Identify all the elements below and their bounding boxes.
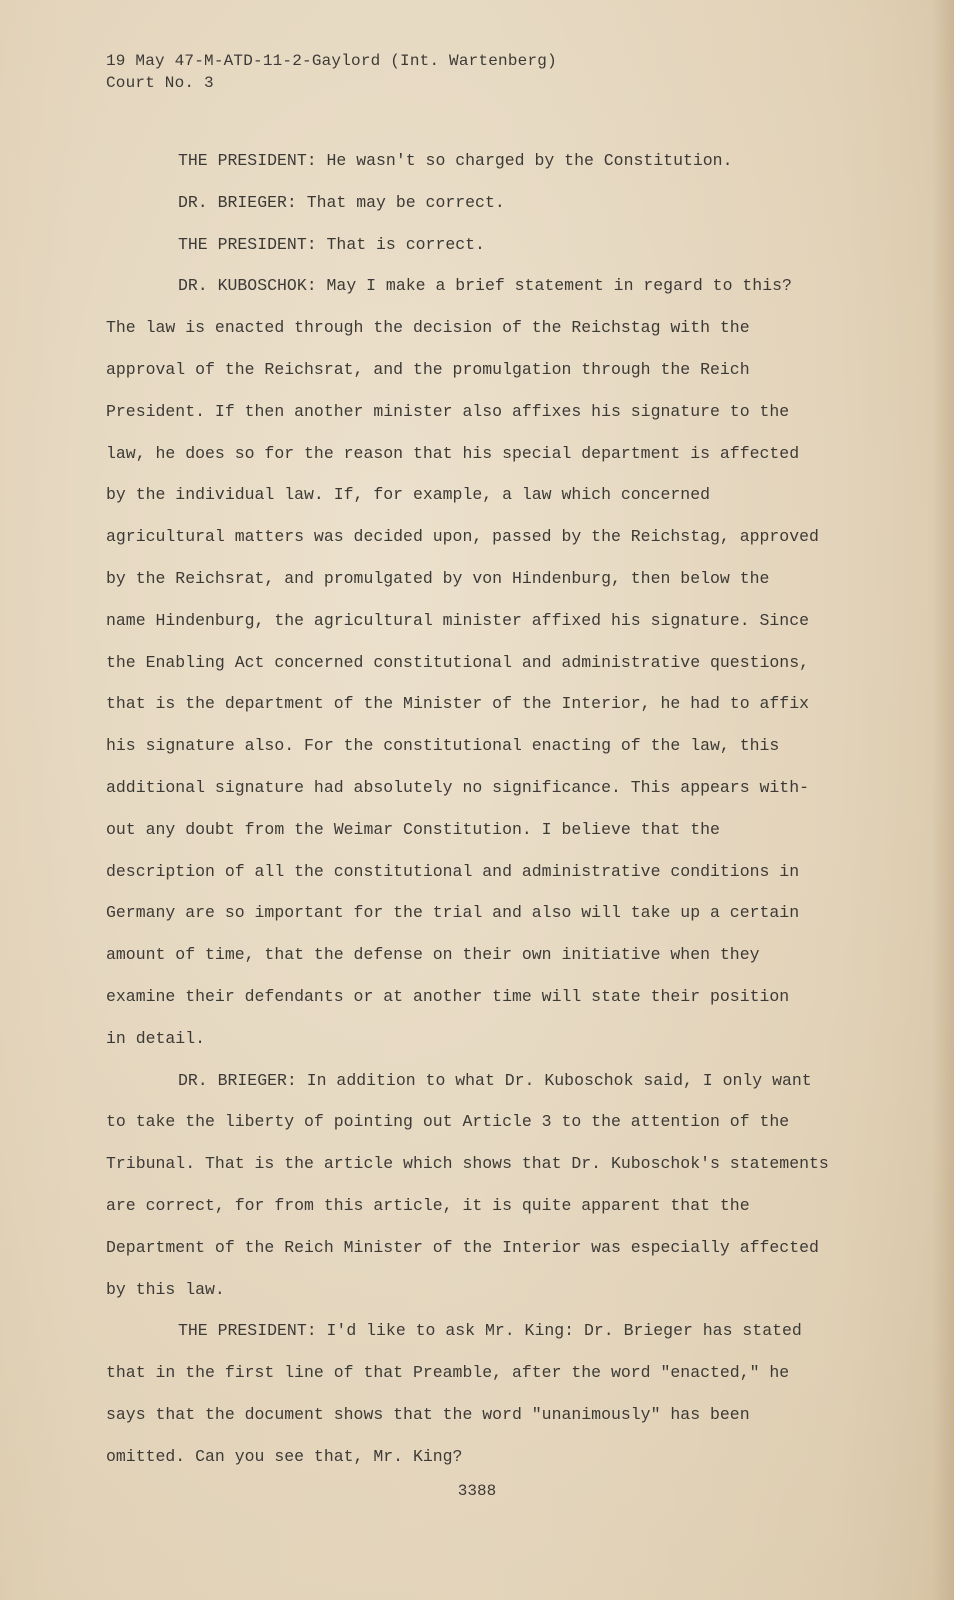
- transcript-line: that in the first line of that Preamble, after the word "enacted," he: [106, 1363, 790, 1383]
- transcript-line: name Hindenburg, the agricultural minister affixed his signature. Since: [106, 610, 810, 630]
- header-court-line: Court No. 3: [106, 74, 214, 92]
- page-number: 3388: [457, 1482, 497, 1500]
- transcript-line: description of all the constitutional and administrative conditions in: [106, 861, 800, 881]
- transcript-line: amount of time, that the defense on their own initiative when they: [106, 945, 760, 965]
- transcript-line: THE PRESIDENT: He wasn't so charged by the Constitution.: [178, 151, 733, 170]
- transcript-line: THE PRESIDENT: That is correct.: [178, 234, 485, 254]
- transcript-line: DR. BRIEGER: In addition to what Dr. Kuboschok said, I only want: [178, 1070, 812, 1090]
- transcript-line: are correct, for from this article, it is quite apparent that the: [106, 1195, 750, 1215]
- transcript-body: [106, 150, 906, 1488]
- transcript-line: his signature also. For the constitutional enacting of the law, this: [106, 736, 780, 756]
- transcript-line: says that the document shows that the word "unanimously" has been: [106, 1404, 750, 1424]
- document-header: [106, 50, 557, 94]
- transcript-line: examine their defendants or at another time will state their position: [106, 986, 790, 1006]
- transcript-line: additional signature had absolutely no significance. This appears with-: [106, 777, 810, 797]
- transcript-line: omitted. Can you see that, Mr. King?: [106, 1446, 463, 1466]
- transcript-line: by the Reichsrat, and promulgated by von Hindenburg, then below the: [106, 568, 770, 588]
- transcript-line: law, he does so for the reason that his special department is affected: [106, 443, 800, 463]
- transcript-line: agricultural matters was decided upon, passed by the Reichstag, approved: [106, 527, 819, 547]
- transcript-line: Department of the Reich Minister of the Interior was especially affected: [106, 1237, 819, 1257]
- transcript-line: THE PRESIDENT: I'd like to ask Mr. King: Dr. Brieger has stated: [178, 1321, 802, 1341]
- transcript-line: the Enabling Act concerned constitutional and administrative questions,: [106, 652, 810, 672]
- transcript-line: President. If then another minister also affixes his signature to the: [106, 401, 790, 421]
- transcript-line: out any doubt from the Weimar Constitution. I believe that the: [106, 819, 720, 839]
- transcript-line: in detail.: [106, 1028, 206, 1048]
- transcript-line: that is the department of the Minister of the Interior, he had to affix: [106, 694, 810, 714]
- transcript-line: approval of the Reichsrat, and the promulgation through the Reich: [106, 359, 750, 379]
- transcript-line: Germany are so important for the trial and also will take up a certain: [106, 903, 800, 923]
- transcript-line: The law is enacted through the decision of the Reichstag with the: [106, 318, 750, 338]
- transcript-line: by this law.: [106, 1279, 225, 1299]
- transcript-line: DR. BRIEGER: That may be correct.: [178, 192, 505, 212]
- transcript-line: DR. KUBOSCHOK: May I make a brief statement in regard to this?: [178, 276, 792, 296]
- header-reference-line: 19 May 47-M-ATD-11-2-Gaylord (Int. Wartenberg): [106, 52, 557, 70]
- transcript-line: by the individual law. If, for example, a law which concerned: [106, 485, 710, 505]
- transcript-line: to take the liberty of pointing out Article 3 to the attention of the: [106, 1112, 790, 1132]
- paper-edge-shadow: [932, 0, 954, 1600]
- transcript-line: Tribunal. That is the article which shows that Dr. Kuboschok's statements: [106, 1154, 829, 1174]
